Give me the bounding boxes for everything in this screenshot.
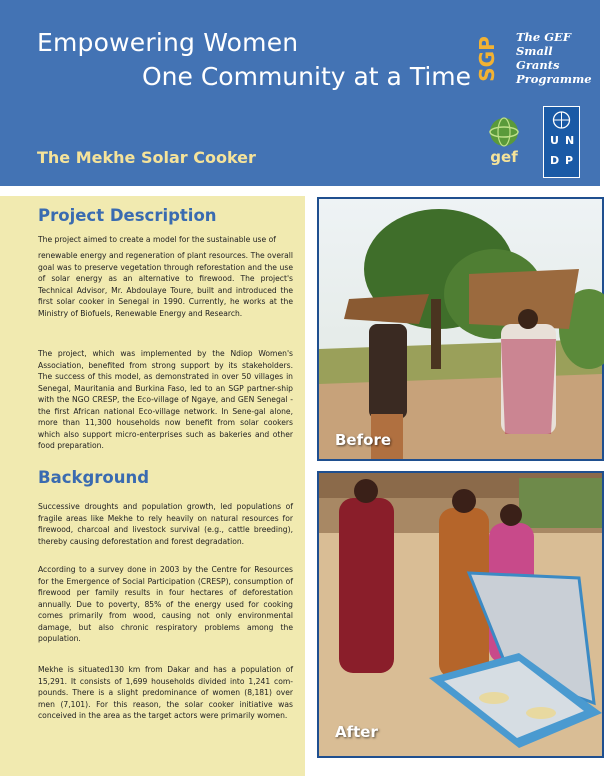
project-paragraph: The project aimed to create a model for the sustainable use of [38, 235, 276, 244]
sgp-logo [475, 26, 592, 94]
background-paragraph: Mekhe is situated130 km from Dakar and has a population of 15,291. It consists of 1,699 households divided into 1,241 com-pounds. There is a slight predominance of women (8,181) over men (7,101). For this reason, the solar cooker initiative was conceived in the area as the target actors were primarily women. [38, 665, 293, 720]
header-banner [0, 0, 600, 186]
sgp-text-line: The GEF [516, 30, 571, 44]
after-label: After [335, 723, 378, 741]
sgp-text-line: Small Grants [516, 44, 560, 72]
un-emblem-icon [544, 109, 579, 131]
undp-letter: U [550, 134, 559, 147]
sgp-text [516, 30, 592, 86]
project-description-heading: Project Description [38, 206, 217, 225]
project-paragraph: The project, which was implemented by the Ndiop Women's Association, benefited from strong support by its stakeholders. The success of this model, as demonstrated in over 50 villages in Senegal, Mauritania and Burkina Faso, led to an SGP partner-ship with the NGO CRESP, the Eco-village of Ngaye, and GEN Senegal - the first African national Eco-village network. In Sene-gal alone, more than 11,300 households now benefit from solar cookers which also support micro-enterprises such as bakeries and other food preparation. [38, 349, 293, 450]
undp-letter: P [565, 154, 574, 167]
gef-logo [482, 116, 526, 168]
title-line-1: Empowering Women [37, 28, 299, 57]
before-label: Before [335, 431, 392, 449]
gef-label: gef [490, 148, 518, 166]
undp-letter: N [565, 134, 575, 147]
before-photo [317, 197, 604, 461]
sgp-letters-text: SGP [475, 36, 499, 82]
undp-letter: D [550, 154, 560, 167]
background-heading: Background [38, 468, 150, 487]
before-scene-image [319, 199, 602, 459]
text-panel [0, 196, 305, 776]
project-subtitle: The Mekhe Solar Cooker [37, 148, 256, 167]
sgp-text-line: Programme [516, 72, 592, 86]
after-photo [317, 471, 604, 758]
undp-logo [543, 106, 580, 178]
after-scene-image [319, 473, 602, 756]
sgp-letters-icon [475, 28, 512, 90]
background-paragraph: According to a survey done in 2003 by the Centre for Resources for the Emergence of Social Participation (CRESP), consumption of firewood per family results in four hectares of deforestation annually. Due to poverty, 85% of the energy used for cooking comes primarily from wood, causing not only environmental damage, but also chronic respiratory problems among the population. [38, 565, 293, 643]
background-paragraph: Successive droughts and population growth, led populations of fragile areas like Mekhe to rely heavily on natural resources for firewood, charcoal and livestock survival (e.g., cattle breeding), thereby causing deforestation and forest degradation. [38, 502, 293, 546]
project-paragraph: renewable energy and regeneration of plant resources. The overall goal was to preserve vegetation through reforestation and the use of solar energy as an alternative to firewood. The project's Technical Advisor, Mr. Abdoulaye Toure, built and introduced the first solar cooker in Senegal in 1990. Currently, he works at the Ministry of Biofuels, Renewable Energy and Research. [38, 251, 293, 318]
title-line-2: One Community at a Time [142, 62, 472, 91]
